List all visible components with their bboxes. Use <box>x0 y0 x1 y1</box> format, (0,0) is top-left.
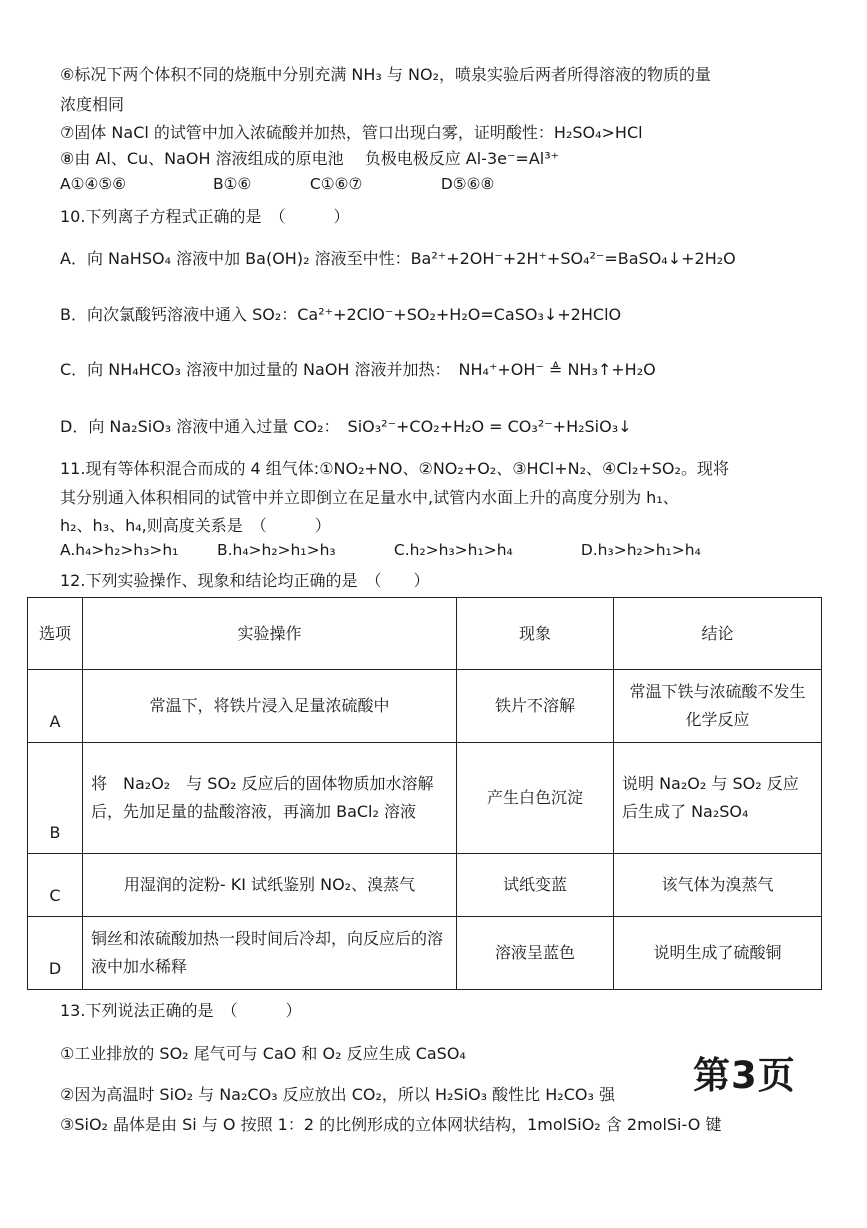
row-conclusion: 说明 Na₂O₂ 与 SO₂ 反应后生成了 Na₂SO₄ <box>614 743 822 854</box>
row-option: D <box>28 917 83 990</box>
row-option: C <box>28 854 83 917</box>
q9-item7: ⑦固体 NaCl 的试管中加入浓硫酸并加热，管口出现白雾，证明酸性：H₂SO₄>HCl <box>60 123 643 142</box>
header-conclusion: 结论 <box>614 598 822 670</box>
q10-option-c: C．向 NH₄HCO₃ 溶液中加过量的 NaOH 溶液并加热： NH₄⁺+OH⁻ ≜ NH₃↑+H₂O <box>60 360 656 379</box>
q13-item-2: ②因为高温时 SiO₂ 与 Na₂CO₃ 反应放出 CO₂，所以 H₂SiO₃ 酸性比 H₂CO₃ 强 <box>60 1085 615 1104</box>
q11-option-a: A.h₄>h₂>h₃>h₁ <box>60 541 179 559</box>
header-operation: 实验操作 <box>83 598 457 670</box>
q13-stem: 13.下列说法正确的是 （ ） <box>60 1001 302 1020</box>
q9-item6-line1: ⑥标况下两个体积不同的烧瓶中分别充满 NH₃ 与 NO₂，喷泉实验后两者所得溶液的物质的量 <box>60 65 711 84</box>
table-row <box>28 743 822 854</box>
q11-option-c: C.h₂>h₃>h₁>h₄ <box>393 541 513 559</box>
q11-option-d: D.h₃>h₂>h₁>h₄ <box>580 541 701 559</box>
q9-option-b: B①⑥ <box>212 175 252 193</box>
q9-options <box>60 175 494 193</box>
row-option: B <box>28 743 83 854</box>
q13-item-3: ③SiO₂ 晶体是由 Si 与 O 按照 1：2 的比例形成的立体网状结构，1molSiO₂ 含 2molSi-O 键 <box>60 1115 722 1134</box>
q9-option-d: D⑤⑥⑧ <box>440 175 495 193</box>
q10-option-a: A．向 NaHSO₄ 溶液中加 Ba(OH)₂ 溶液至中性：Ba²⁺+2OH⁻+2H⁺+SO₄²⁻=BaSO₄↓+2H₂O <box>60 249 736 268</box>
q12-stem: 12.下列实验操作、现象和结论均正确的是 （ ） <box>60 571 430 590</box>
row-operation: 将 Na₂O₂ 与 SO₂ 反应后的固体物质加水溶解后，先加足量的盐酸溶液，再滴加 BaCl₂ 溶液 <box>83 743 457 854</box>
q10-stem: 10.下列离子方程式正确的是 （ ） <box>60 207 350 226</box>
q11-stem-line2: 其分别通入体积相同的试管中并立即倒立在足量水中,试管内水面上升的高度分别为 h₁、 <box>60 488 679 507</box>
header-phenomenon: 现象 <box>457 598 614 670</box>
row-operation: 铜丝和浓硫酸加热一段时间后冷却，向反应后的溶液中加水稀释 <box>83 917 457 990</box>
q9-item6-line2: 浓度相同 <box>60 95 125 114</box>
q11-stem-line3: h₂、h₃、h₄,则高度关系是 （ ） <box>60 516 331 535</box>
q10-option-d: D．向 Na₂SiO₃ 溶液中通入过量 CO₂： SiO₃²⁻+CO₂+H₂O = CO₃²⁻+H₂SiO₃↓ <box>60 417 632 436</box>
row-phenomenon: 产生白色沉淀 <box>457 743 614 854</box>
row-phenomenon: 铁片不溶解 <box>457 670 614 743</box>
q10-option-b: B．向次氯酸钙溶液中通入 SO₂：Ca²⁺+2ClO⁻+SO₂+H₂O=CaSO₃↓+2HClO <box>60 305 622 324</box>
row-phenomenon: 溶液呈蓝色 <box>457 917 614 990</box>
row-conclusion: 说明生成了硫酸铜 <box>614 917 822 990</box>
row-option: A <box>28 670 83 743</box>
page-number-label: 第3页 <box>693 1054 796 1097</box>
q9-option-a: A①④⑤⑥ <box>60 175 127 193</box>
q11-options <box>60 541 701 559</box>
row-operation: 常温下，将铁片浸入足量浓硫酸中 <box>83 670 457 743</box>
q11-stem-line1: 11.现有等体积混合而成的 4 组气体:①NO₂+NO、②NO₂+O₂、③HCl+N₂、④Cl₂+SO₂。现将 <box>60 459 729 478</box>
experiment-table <box>27 597 822 990</box>
row-conclusion: 该气体为溴蒸气 <box>614 854 822 917</box>
table-row <box>28 670 822 743</box>
q11-option-b: B.h₄>h₂>h₁>h₃ <box>216 541 336 559</box>
table-row <box>28 917 822 990</box>
q13-item-1: ①工业排放的 SO₂ 尾气可与 CaO 和 O₂ 反应生成 CaSO₄ <box>60 1044 466 1063</box>
table-header-row <box>28 598 822 670</box>
row-conclusion: 常温下铁与浓硫酸不发生化学反应 <box>614 670 822 743</box>
table-row <box>28 854 822 917</box>
header-option: 选项 <box>28 598 83 670</box>
row-operation: 用湿润的淀粉- KI 试纸鉴别 NO₂、溴蒸气 <box>83 854 457 917</box>
q9-option-c: C①⑥⑦ <box>309 175 363 193</box>
row-phenomenon: 试纸变蓝 <box>457 854 614 917</box>
q9-item8: ⑧由 Al、Cu、NaOH 溶液组成的原电池 负极电极反应 Al-3e⁻=Al³⁺ <box>60 149 560 168</box>
